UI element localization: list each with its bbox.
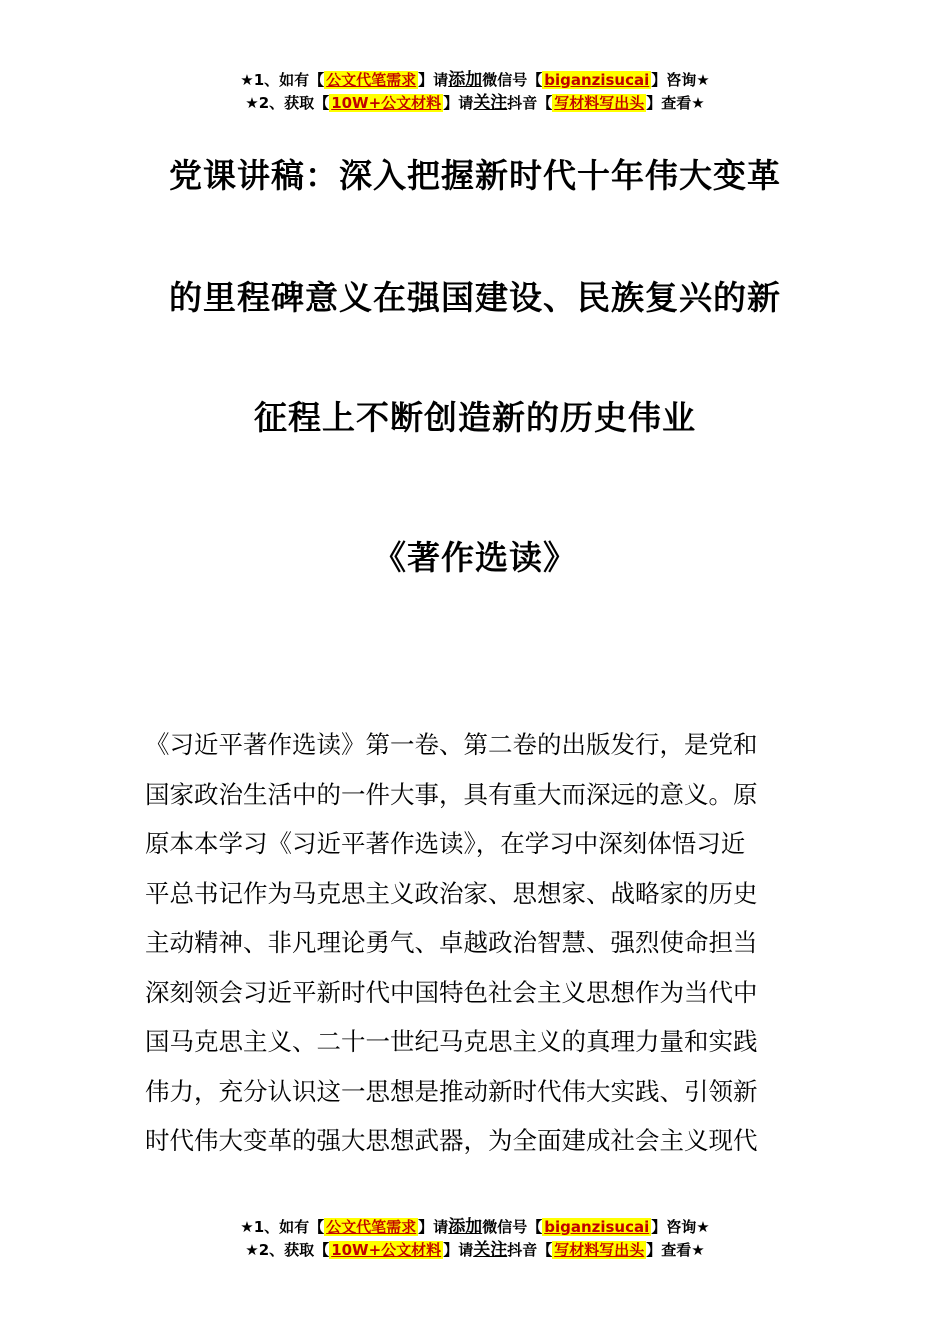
banner-highlight: 10W+公文材料 (331, 1241, 442, 1259)
banner-emphasis: 关注 (473, 1240, 508, 1260)
banner-text: 】查看★ (646, 94, 705, 112)
banner-text: ★2、获取【 (245, 94, 330, 112)
banner-line-1 (0, 1216, 950, 1239)
banner-highlight: 写材料写出头 (554, 1241, 645, 1259)
body-line: 《习近平著作选读》第一卷、第二卷的出版发行，是党和 (145, 730, 758, 759)
banner-text: 微信号【 (482, 71, 543, 89)
body-line: 原本本学习《习近平著作选读》，在学习中深刻体悟习近 (145, 829, 746, 858)
banner-highlight: 公文代笔需求 (326, 1218, 417, 1236)
banner-text: 微信号【 (482, 1218, 543, 1236)
banner-emphasis: 添加 (448, 1217, 483, 1237)
document-title-line-3: 征程上不断创造新的历史伟业 (254, 398, 696, 437)
body-line: 伟力，充分认识这一思想是推动新时代伟大实践、引领新 (145, 1076, 758, 1106)
banner-text: 】请 (443, 94, 474, 112)
body-paragraph (145, 720, 810, 1166)
header-banner (0, 69, 950, 115)
banner-highlight: biganzisucai (544, 1218, 650, 1236)
banner-line-1 (0, 69, 950, 92)
banner-line-2 (0, 1239, 950, 1262)
banner-text: 】查看★ (646, 1241, 705, 1259)
body-line: 主动精神、非凡理论勇气、卓越政治智慧、强烈使命担当 (145, 928, 758, 957)
footer-banner (0, 1216, 950, 1262)
banner-line-2 (0, 92, 950, 115)
banner-text: ★1、如有【 (240, 1218, 325, 1236)
banner-emphasis: 关注 (473, 93, 508, 113)
body-line: 平总书记作为马克思主义政治家、思想家、战略家的历史 (145, 878, 758, 908)
banner-emphasis: 添加 (448, 70, 483, 90)
body-line: 国家政治生活中的一件大事，具有重大而深远的意义。原 (145, 779, 758, 809)
banner-text: 抖音【 (507, 94, 553, 112)
banner-text: 】请 (418, 1218, 449, 1236)
body-line: 国马克思主义、二十一世纪马克思主义的真理力量和实践 (145, 1027, 758, 1056)
document-title-line-2: 的里程碑意义在强国建设、民族复兴的新 (169, 278, 781, 317)
banner-text: 】咨询★ (651, 71, 710, 89)
document-title-line-1: 党课讲稿：深入把握新时代十年伟大变革 (169, 156, 781, 195)
body-line: 时代伟大变革的强大思想武器，为全面建成社会主义现代 (145, 1126, 758, 1155)
document-subtitle: 《著作选读》 (373, 538, 577, 577)
banner-text: 】请 (443, 1241, 474, 1259)
banner-highlight: 公文代笔需求 (326, 71, 417, 89)
banner-text: ★2、获取【 (245, 1241, 330, 1259)
banner-text: 抖音【 (507, 1241, 553, 1259)
body-line: 深刻领会习近平新时代中国特色社会主义思想作为当代中 (145, 977, 758, 1007)
banner-text: 】咨询★ (651, 1218, 710, 1236)
banner-highlight: biganzisucai (544, 71, 650, 89)
banner-text: ★1、如有【 (240, 71, 325, 89)
banner-highlight: 10W+公文材料 (331, 94, 442, 112)
banner-highlight: 写材料写出头 (554, 94, 645, 112)
banner-text: 】请 (418, 71, 449, 89)
